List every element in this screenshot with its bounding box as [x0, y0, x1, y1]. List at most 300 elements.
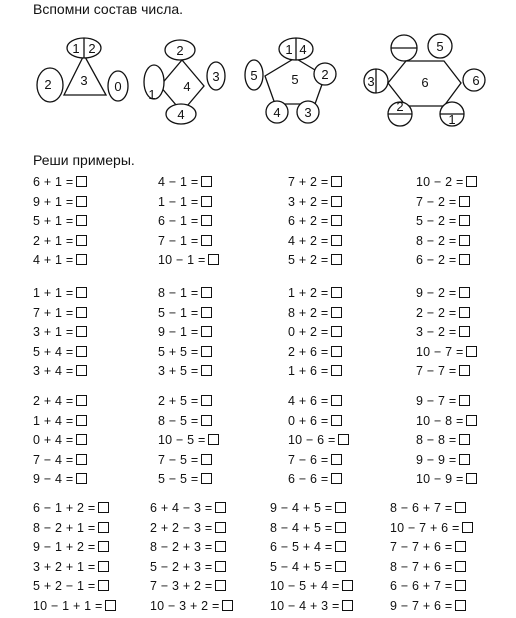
answer-box[interactable]: [338, 434, 349, 445]
answer-box[interactable]: [459, 454, 470, 465]
answer-box[interactable]: [76, 395, 87, 406]
exercise: [270, 598, 353, 614]
answer-box[interactable]: [201, 307, 212, 318]
answer-box[interactable]: [462, 522, 473, 533]
exercise-expression: 9 − 7 =: [416, 394, 457, 408]
exercise-expression: 10 − 6 =: [288, 433, 336, 447]
exercise-expression: 9 − 1 + 2 =: [33, 540, 96, 554]
exercise-row: [0, 578, 516, 598]
answer-box[interactable]: [201, 454, 212, 465]
answer-box[interactable]: [331, 287, 342, 298]
exercise-expression: 0 + 6 =: [288, 413, 329, 428]
answer-box[interactable]: [201, 415, 212, 426]
answer-box[interactable]: [201, 176, 212, 187]
exercise-expression: 3 + 4 =: [33, 364, 74, 378]
exercise-expression: 5 + 5 =: [158, 344, 199, 359]
answer-box[interactable]: [335, 541, 346, 552]
answer-box[interactable]: [331, 346, 342, 357]
answer-box[interactable]: [459, 235, 470, 246]
exercise-expression: 6 − 6 + 7 =: [390, 579, 453, 593]
exercise: [33, 194, 87, 210]
exercise-row: [0, 213, 516, 233]
exercise: [416, 324, 470, 340]
exercise-expression: 6 − 1 + 2 =: [33, 501, 96, 515]
exercise: [288, 452, 342, 468]
exercise-expression: 1 − 1 =: [158, 194, 199, 209]
svg-text:2: 2: [396, 99, 404, 114]
exercise-expression: 10 − 4 + 3 =: [270, 598, 340, 613]
svg-text:4: 4: [273, 105, 281, 120]
answer-box[interactable]: [215, 502, 226, 513]
svg-text:1: 1: [148, 87, 156, 102]
svg-text:5: 5: [250, 68, 258, 83]
answer-box[interactable]: [459, 326, 470, 337]
answer-box[interactable]: [76, 365, 87, 376]
exercise-expression: 10 − 1 =: [158, 253, 206, 267]
exercise: [416, 285, 470, 301]
exercise-expression: 10 − 9 =: [416, 472, 464, 486]
exercise: [288, 305, 342, 321]
exercise-expression: 5 − 4 + 5 =: [270, 559, 333, 574]
exercise: [158, 393, 212, 409]
answer-box[interactable]: [201, 196, 212, 207]
exercise: [390, 539, 466, 555]
answer-box[interactable]: [208, 434, 219, 445]
answer-box[interactable]: [466, 176, 477, 187]
exercise-expression: 2 + 2 − 3 =: [150, 520, 213, 535]
exercise: [33, 432, 87, 448]
exercise: [416, 393, 470, 409]
exercise: [158, 413, 212, 429]
exercise: [416, 452, 470, 468]
exercise: [270, 559, 346, 575]
answer-box[interactable]: [98, 541, 109, 552]
exercise-expression: 7 − 7 + 6 =: [390, 540, 453, 554]
svg-text:4: 4: [299, 42, 307, 57]
exercise: [158, 452, 212, 468]
exercise-expression: 10 − 7 + 6 =: [390, 520, 460, 535]
exercise-row: [0, 174, 516, 194]
exercise-row: [0, 520, 516, 540]
exercise-expression: 2 + 4 =: [33, 394, 74, 408]
answer-box[interactable]: [76, 454, 87, 465]
exercise-expression: 7 + 1 =: [33, 305, 74, 320]
answer-box[interactable]: [455, 580, 466, 591]
exercise: [150, 500, 226, 516]
exercise: [416, 233, 470, 249]
answer-box[interactable]: [455, 502, 466, 513]
exercise: [416, 344, 477, 360]
exercise: [416, 432, 470, 448]
exercise-row: [0, 363, 516, 383]
exercise-expression: 10 − 8 =: [416, 413, 464, 428]
exercise: [150, 520, 226, 536]
exercise-row: [0, 344, 516, 364]
answer-box[interactable]: [76, 254, 87, 265]
exercise: [33, 578, 109, 594]
answer-box[interactable]: [201, 346, 212, 357]
exercise-expression: 3 + 1 =: [33, 325, 74, 339]
exercise-expression: 8 − 8 =: [416, 433, 457, 447]
exercise: [33, 324, 87, 340]
exercise: [158, 344, 212, 360]
exercise-expression: 10 − 1 + 1 =: [33, 598, 103, 613]
exercise: [390, 559, 466, 575]
exercise-row: [0, 305, 516, 325]
exercise: [390, 520, 473, 536]
exercise-expression: 9 − 7 + 6 =: [390, 598, 453, 613]
answer-box[interactable]: [459, 307, 470, 318]
exercise-expression: 7 − 6 =: [288, 452, 329, 467]
exercise-expression: 4 − 1 =: [158, 175, 199, 189]
exercise-row: [0, 559, 516, 579]
exercise-expression: 9 − 2 =: [416, 286, 457, 300]
exercise: [288, 393, 342, 409]
task2-heading: Реши примеры.: [33, 152, 135, 168]
exercise: [288, 233, 342, 249]
exercise: [416, 252, 470, 268]
exercise-expression: 7 − 1 =: [158, 233, 199, 248]
answer-box[interactable]: [98, 561, 109, 572]
answer-box[interactable]: [459, 215, 470, 226]
composition-diagram-6: [364, 34, 485, 127]
answer-box[interactable]: [98, 502, 109, 513]
answer-box[interactable]: [201, 395, 212, 406]
answer-box[interactable]: [331, 395, 342, 406]
answer-box[interactable]: [76, 307, 87, 318]
exercise-row: [0, 393, 516, 413]
exercise: [33, 233, 87, 249]
answer-box[interactable]: [331, 215, 342, 226]
answer-box[interactable]: [331, 307, 342, 318]
exercise-expression: 8 − 2 + 3 =: [150, 540, 213, 554]
exercise: [33, 452, 87, 468]
exercise-row: [0, 194, 516, 214]
answer-box[interactable]: [331, 326, 342, 337]
exercise: [288, 432, 349, 448]
answer-box[interactable]: [76, 176, 87, 187]
exercise-row: [0, 324, 516, 344]
exercise-expression: 8 − 7 + 6 =: [390, 559, 453, 574]
exercise: [158, 305, 212, 321]
exercise: [390, 500, 466, 516]
answer-box[interactable]: [76, 287, 87, 298]
exercise-expression: 0 + 2 =: [288, 325, 329, 339]
exercise: [416, 305, 470, 321]
exercise-expression: 9 + 1 =: [33, 194, 74, 209]
exercise: [33, 413, 87, 429]
answer-box[interactable]: [201, 287, 212, 298]
exercise-expression: 6 − 6 =: [288, 472, 329, 486]
answer-box[interactable]: [76, 434, 87, 445]
exercise-expression: 1 + 1 =: [33, 286, 74, 300]
answer-box[interactable]: [331, 473, 342, 484]
exercise-expression: 0 + 4 =: [33, 433, 74, 447]
exercise: [158, 471, 212, 487]
answer-box[interactable]: [215, 580, 226, 591]
exercise: [390, 578, 466, 594]
exercise: [288, 344, 342, 360]
exercise: [33, 471, 87, 487]
answer-box[interactable]: [331, 196, 342, 207]
exercise: [288, 252, 342, 268]
svg-text:3: 3: [367, 74, 375, 89]
exercise-expression: 8 − 1 =: [158, 286, 199, 300]
exercise-expression: 8 + 2 =: [288, 305, 329, 320]
composition-diagram-4: [144, 40, 225, 124]
exercise: [150, 578, 226, 594]
exercise-expression: 8 − 2 =: [416, 233, 457, 248]
exercise: [33, 213, 87, 229]
exercise-expression: 7 − 3 + 2 =: [150, 579, 213, 593]
svg-text:4: 4: [183, 79, 191, 94]
answer-box[interactable]: [98, 580, 109, 591]
exercise-expression: 8 − 2 + 1 =: [33, 520, 96, 535]
answer-box[interactable]: [222, 600, 233, 611]
answer-box[interactable]: [459, 196, 470, 207]
exercise-expression: 10 − 5 =: [158, 433, 206, 447]
exercise-expression: 6 + 2 =: [288, 214, 329, 228]
exercise-expression: 7 − 2 =: [416, 194, 457, 209]
exercise: [150, 598, 233, 614]
answer-box[interactable]: [215, 541, 226, 552]
answer-box[interactable]: [335, 502, 346, 513]
answer-box[interactable]: [215, 522, 226, 533]
answer-box[interactable]: [455, 600, 466, 611]
answer-box[interactable]: [98, 522, 109, 533]
exercise: [33, 174, 87, 190]
exercise: [33, 393, 87, 409]
svg-text:1: 1: [285, 42, 293, 57]
answer-box[interactable]: [342, 600, 353, 611]
exercise-expression: 10 − 2 =: [416, 175, 464, 189]
exercise-expression: 9 − 9 =: [416, 452, 457, 467]
svg-text:5: 5: [436, 39, 444, 54]
answer-box[interactable]: [331, 415, 342, 426]
answer-box[interactable]: [201, 365, 212, 376]
answer-box[interactable]: [331, 235, 342, 246]
svg-text:2: 2: [44, 77, 52, 92]
answer-box[interactable]: [466, 346, 477, 357]
exercise-expression: 3 + 2 =: [288, 194, 329, 209]
answer-box[interactable]: [459, 395, 470, 406]
exercise: [288, 174, 342, 190]
exercise-expression: 2 − 2 =: [416, 305, 457, 320]
answer-box[interactable]: [466, 415, 477, 426]
exercise: [33, 285, 87, 301]
exercise-expression: 4 + 2 =: [288, 233, 329, 248]
exercise-expression: 2 + 5 =: [158, 394, 199, 408]
exercise: [288, 324, 342, 340]
answer-box[interactable]: [76, 473, 87, 484]
exercise: [288, 413, 342, 429]
svg-text:4: 4: [177, 107, 185, 122]
exercise-expression: 6 − 2 =: [416, 253, 457, 267]
exercise: [33, 500, 109, 516]
composition-diagram-3: [37, 38, 128, 102]
exercise-expression: 10 − 5 + 4 =: [270, 579, 340, 593]
exercise-expression: 10 − 3 + 2 =: [150, 598, 220, 613]
exercise-expression: 1 + 4 =: [33, 413, 74, 428]
exercise: [288, 194, 342, 210]
exercise-expression: 5 − 2 =: [416, 214, 457, 228]
svg-text:3: 3: [80, 73, 88, 88]
exercise-expression: 1 + 2 =: [288, 286, 329, 300]
exercise-expression: 4 + 6 =: [288, 394, 329, 408]
exercise: [150, 539, 226, 555]
exercise: [270, 500, 346, 516]
exercise-expression: 5 − 1 =: [158, 305, 199, 320]
exercise-expression: 3 − 2 =: [416, 325, 457, 339]
exercise: [270, 520, 346, 536]
answer-box[interactable]: [466, 473, 477, 484]
answer-box[interactable]: [201, 235, 212, 246]
exercise-expression: 2 + 6 =: [288, 344, 329, 359]
answer-box[interactable]: [76, 415, 87, 426]
answer-box[interactable]: [331, 365, 342, 376]
answer-box[interactable]: [335, 522, 346, 533]
exercise-expression: 6 − 5 + 4 =: [270, 540, 333, 554]
exercise: [158, 233, 212, 249]
answer-box[interactable]: [105, 600, 116, 611]
exercise: [416, 174, 477, 190]
answer-box[interactable]: [76, 235, 87, 246]
exercise: [158, 363, 212, 379]
svg-text:3: 3: [304, 105, 312, 120]
composition-diagram-5: [245, 38, 336, 123]
answer-box[interactable]: [76, 346, 87, 357]
answer-box[interactable]: [342, 580, 353, 591]
exercise-row: [0, 233, 516, 253]
exercise: [288, 213, 342, 229]
svg-text:6: 6: [472, 73, 480, 88]
svg-text:1: 1: [72, 41, 80, 56]
exercise-row: [0, 471, 516, 491]
svg-text:0: 0: [114, 79, 122, 94]
exercise-row: [0, 413, 516, 433]
answer-box[interactable]: [459, 434, 470, 445]
exercise: [33, 520, 109, 536]
exercise: [270, 539, 346, 555]
exercise-expression: 8 − 6 + 7 =: [390, 501, 453, 515]
exercise-expression: 8 − 5 =: [158, 413, 199, 428]
exercise-expression: 6 − 1 =: [158, 214, 199, 228]
answer-box[interactable]: [331, 454, 342, 465]
answer-box[interactable]: [201, 326, 212, 337]
answer-box[interactable]: [76, 196, 87, 207]
exercise: [416, 213, 470, 229]
exercise: [288, 471, 342, 487]
exercise: [288, 285, 342, 301]
exercise-expression: 5 + 2 =: [288, 253, 329, 267]
svg-text:6: 6: [421, 75, 429, 90]
task1-heading: Вспомни состав числа.: [33, 1, 184, 17]
exercise: [33, 252, 87, 268]
exercise: [33, 559, 109, 575]
exercise-expression: 9 − 1 =: [158, 325, 199, 339]
exercise: [416, 413, 477, 429]
exercise-expression: 5 + 2 − 1 =: [33, 579, 96, 593]
svg-text:5: 5: [291, 72, 299, 87]
exercise-expression: 9 − 4 =: [33, 472, 74, 486]
answer-box[interactable]: [459, 287, 470, 298]
exercise-expression: 7 + 2 =: [288, 175, 329, 189]
svg-text:2: 2: [321, 67, 329, 82]
svg-text:1: 1: [448, 112, 456, 127]
answer-box[interactable]: [331, 176, 342, 187]
exercise-expression: 7 − 4 =: [33, 452, 74, 467]
exercise: [416, 363, 470, 379]
svg-text:2: 2: [176, 43, 184, 58]
exercise-expression: 8 − 4 + 5 =: [270, 520, 333, 535]
answer-box[interactable]: [455, 561, 466, 572]
exercise-expression: 6 + 4 − 3 =: [150, 501, 213, 515]
exercise: [158, 285, 212, 301]
answer-box[interactable]: [335, 561, 346, 572]
answer-box[interactable]: [76, 326, 87, 337]
exercise-expression: 3 + 5 =: [158, 364, 199, 378]
exercise-expression: 9 − 4 + 5 =: [270, 501, 333, 515]
exercise: [158, 174, 212, 190]
number-composition-diagrams: [0, 0, 516, 150]
svg-text:3: 3: [212, 69, 220, 84]
exercise-row: [0, 539, 516, 559]
exercise: [158, 252, 219, 268]
exercise: [33, 539, 109, 555]
exercise-expression: 3 + 2 + 1 =: [33, 559, 96, 574]
answer-box[interactable]: [459, 254, 470, 265]
answer-box[interactable]: [331, 254, 342, 265]
exercise-expression: 5 − 2 + 3 =: [150, 559, 213, 574]
exercise: [158, 194, 212, 210]
exercise: [416, 471, 477, 487]
exercise-row: [0, 432, 516, 452]
exercise: [33, 344, 87, 360]
exercise-expression: 7 − 5 =: [158, 452, 199, 467]
exercise-row: [0, 452, 516, 472]
exercise-expression: 6 + 1 =: [33, 175, 74, 189]
exercise: [416, 194, 470, 210]
answer-box[interactable]: [201, 215, 212, 226]
svg-text:2: 2: [88, 41, 96, 56]
exercise-expression: 5 + 1 =: [33, 214, 74, 228]
answer-box[interactable]: [76, 215, 87, 226]
exercise: [158, 213, 212, 229]
answer-box[interactable]: [208, 254, 219, 265]
exercise: [33, 598, 116, 614]
exercise-expression: 5 − 5 =: [158, 472, 199, 486]
answer-box[interactable]: [201, 473, 212, 484]
exercise-expression: 2 + 1 =: [33, 233, 74, 248]
exercise: [270, 578, 353, 594]
exercise: [33, 363, 87, 379]
answer-box[interactable]: [459, 365, 470, 376]
exercise-row: [0, 500, 516, 520]
answer-box[interactable]: [455, 541, 466, 552]
exercise-row: [0, 598, 516, 618]
answer-box[interactable]: [215, 561, 226, 572]
exercise-expression: 5 + 4 =: [33, 344, 74, 359]
exercise-expression: 7 − 7 =: [416, 364, 457, 378]
exercise-expression: 1 + 6 =: [288, 364, 329, 378]
exercise: [33, 305, 87, 321]
exercise-expression: 4 + 1 =: [33, 253, 74, 267]
exercise: [158, 432, 219, 448]
exercise: [390, 598, 466, 614]
exercise-row: [0, 252, 516, 272]
exercise: [288, 363, 342, 379]
exercise: [150, 559, 226, 575]
